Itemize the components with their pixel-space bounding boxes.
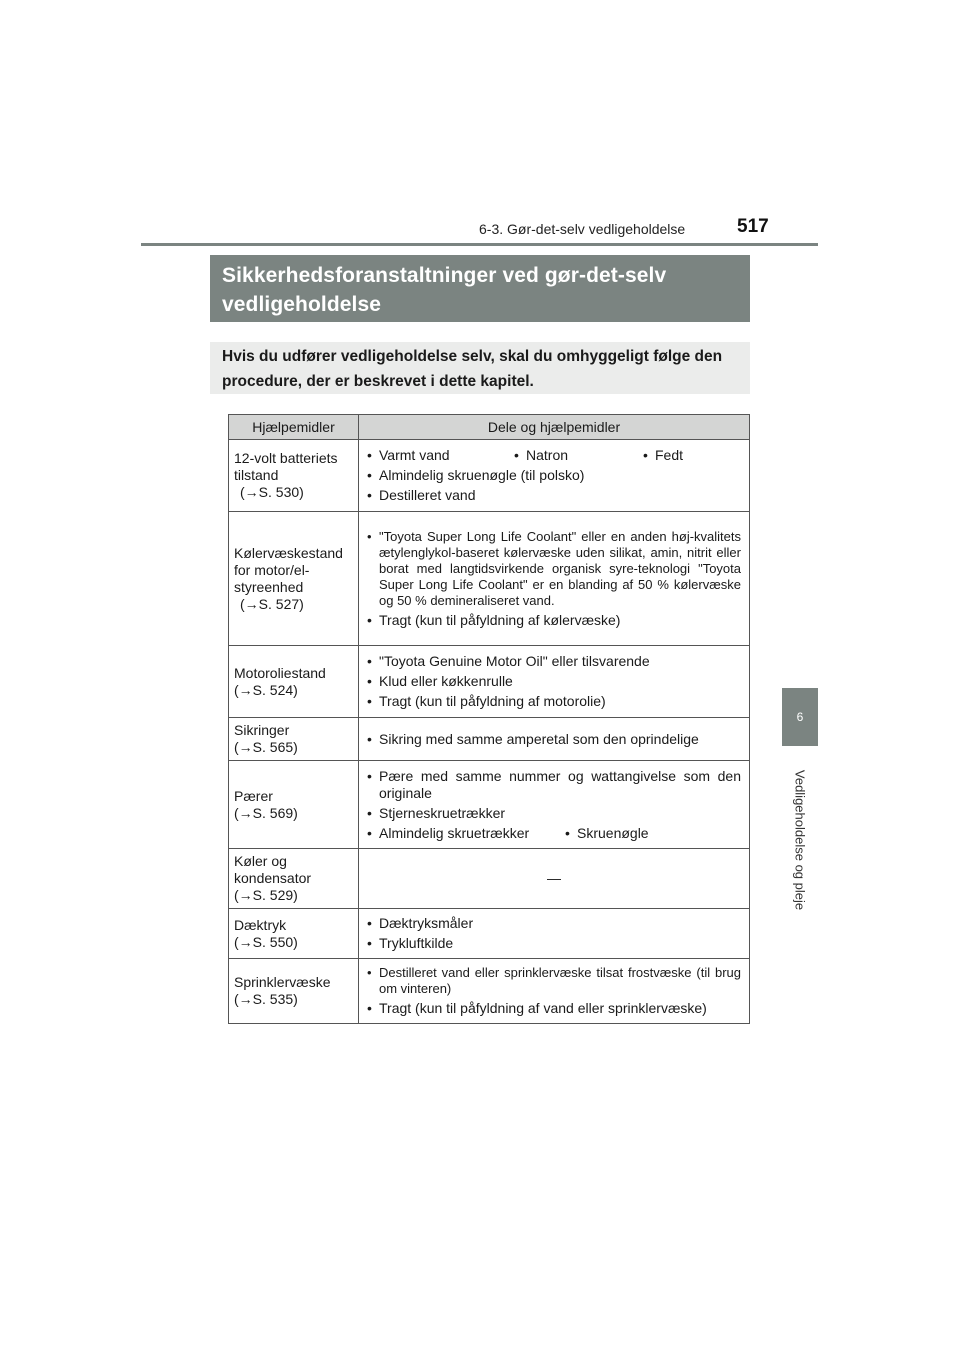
page-reference: (→S. 529) xyxy=(234,887,298,903)
page-reference: (→S. 565) xyxy=(234,739,298,755)
parts-cell xyxy=(359,959,750,1024)
parts-cell xyxy=(359,646,750,718)
part-item: • Natron xyxy=(514,447,643,464)
inline-parts xyxy=(367,825,741,842)
chapter-tab xyxy=(782,688,818,746)
column-header-parts: Dele og hjælpemidler xyxy=(359,415,750,440)
section-label: 6-3. Gør-det-selv vedligeholdelse xyxy=(479,221,686,237)
part-item: • Pære med samme nummer og wattangivelse som den originale xyxy=(367,768,741,802)
item-cell xyxy=(229,909,359,959)
part-item: • Sikring med samme amperetal som den oprindelige xyxy=(367,731,741,748)
table-row xyxy=(229,512,750,646)
item-label: Motoroliestand xyxy=(234,664,326,681)
parts-cell xyxy=(359,718,750,761)
table-row xyxy=(229,646,750,718)
part-item: • Tragt (kun til påfyldning af kølervæske) xyxy=(367,612,741,629)
header-rule xyxy=(141,243,818,246)
page-reference: (→S. 535) xyxy=(234,991,298,1007)
page-header xyxy=(0,0,960,250)
column-header-tools: Hjælpemidler xyxy=(229,415,359,440)
part-item: • Dæktryksmåler xyxy=(367,915,741,932)
page-reference: (→S. 527) xyxy=(240,595,304,612)
table-row xyxy=(229,440,750,512)
table-row xyxy=(229,849,750,909)
page-reference: (→S. 569) xyxy=(234,804,298,821)
item-cell xyxy=(229,849,359,909)
part-item: • Almindelig skruetrækker xyxy=(367,825,565,842)
table-header-row xyxy=(229,415,750,440)
item-cell xyxy=(229,440,359,512)
item-label: Køler og kondensator xyxy=(234,853,312,886)
part-item: • Trykluftkilde xyxy=(367,935,741,952)
maintenance-table xyxy=(228,414,750,1024)
section-title: Sikkerhedsforanstaltninger ved gør-det-selv vedligeholdelse xyxy=(210,255,750,322)
part-item: • Skruenøgle xyxy=(565,825,649,842)
part-item: • Almindelig skruenøgle (til polsko) xyxy=(367,467,741,484)
parts-cell xyxy=(359,849,750,909)
table-row xyxy=(229,959,750,1024)
part-item: • "Toyota Genuine Motor Oil" eller tilsvarende xyxy=(367,653,741,670)
item-cell xyxy=(229,718,359,761)
item-cell xyxy=(229,512,359,646)
item-label: Pærer xyxy=(234,787,273,804)
table-row xyxy=(229,761,750,849)
page-number: 517 xyxy=(737,216,769,237)
parts-cell xyxy=(359,440,750,512)
item-label: 12-volt batteriets tilstand xyxy=(234,450,338,483)
item-label: Kølervæskestand for motor/el-styreenhed xyxy=(234,544,343,595)
table-row xyxy=(229,909,750,959)
item-cell xyxy=(229,761,359,849)
part-item: • Stjerneskruetrækker xyxy=(367,805,741,822)
chapter-number: 6 xyxy=(796,710,804,724)
inline-parts xyxy=(367,447,741,464)
item-cell xyxy=(229,959,359,1024)
item-cell xyxy=(229,646,359,718)
page-reference: (→S. 524) xyxy=(234,681,298,698)
part-item: • Destilleret vand eller sprinklervæske tilsat frostvæske (til brug om vinteren) xyxy=(367,965,741,997)
item-label: Sprinklervæske xyxy=(234,974,331,990)
chapter-label: Vedligeholdelse og pleje xyxy=(792,769,808,911)
parts-cell xyxy=(359,761,750,849)
part-item: • Destilleret vand xyxy=(367,487,741,504)
page-reference: (→S. 530) xyxy=(240,484,304,500)
part-item: • "Toyota Super Long Life Coolant" eller en anden høj-kvalitets ætylenglykol-baseret kølervæske uden silikat, amin, nitrit eller borat med langtidsvirkende organisk syre-teknologi "Toyota Super Long Life Coolant" er en blanding af 50 % kølervæske og 50 % demineraliseret vand. xyxy=(367,529,741,609)
parts-cell xyxy=(359,512,750,646)
part-item: • Varmt vand xyxy=(367,447,514,464)
parts-cell xyxy=(359,909,750,959)
item-label: Dæktryk xyxy=(234,916,287,933)
part-item: • Fedt xyxy=(643,447,683,464)
part-item: • Klud eller køkkenrulle xyxy=(367,673,741,690)
page-reference: (→S. 550) xyxy=(234,933,298,950)
part-item: • Tragt (kun til påfyldning af motorolie) xyxy=(367,693,741,710)
intro-text: Hvis du udfører vedligeholdelse selv, skal du omhyggeligt følge den procedure, der er beskrevet i dette kapitel. xyxy=(210,342,750,394)
table-row xyxy=(229,718,750,761)
part-item: • Tragt (kun til påfyldning af vand eller sprinklervæske) xyxy=(367,1000,741,1017)
item-label: Sikringer xyxy=(234,722,290,738)
no-parts-dash: — xyxy=(547,870,561,886)
